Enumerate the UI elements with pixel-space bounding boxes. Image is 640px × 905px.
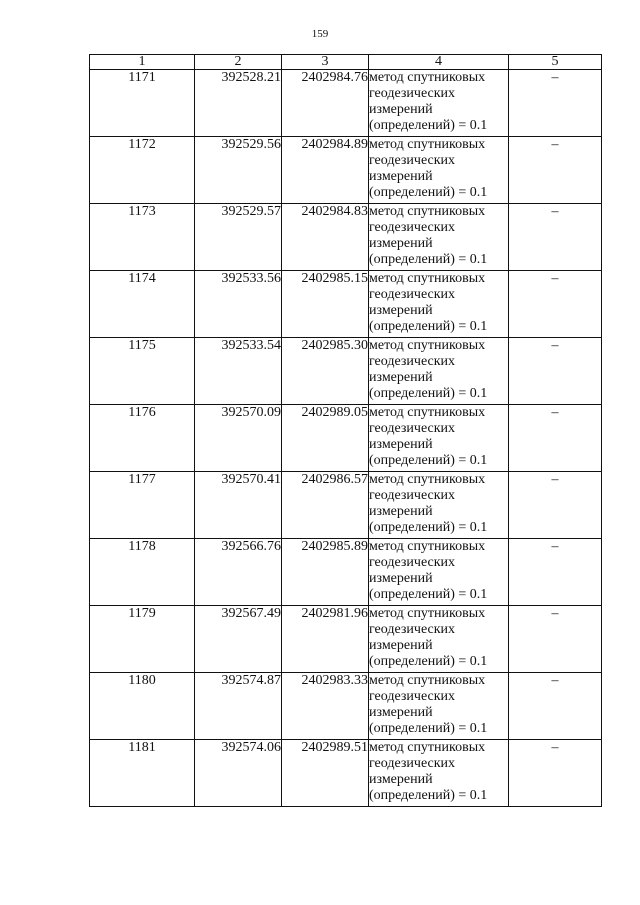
point-number-cell: 1179: [90, 606, 195, 673]
point-number-cell: 1175: [90, 338, 195, 405]
method-cell: метод спутниковых геодезических измерений (определений) = 0.1: [369, 606, 509, 673]
point-number-cell: 1176: [90, 405, 195, 472]
x-coordinate-cell: 392533.56: [195, 271, 282, 338]
note-cell: –: [509, 338, 602, 405]
y-coordinate-cell: 2402985.89: [282, 539, 369, 606]
x-coordinate-cell: 392529.56: [195, 137, 282, 204]
table-row: [90, 137, 602, 204]
column-header: 4: [369, 55, 509, 70]
note-cell: –: [509, 539, 602, 606]
y-coordinate-cell: 2402985.30: [282, 338, 369, 405]
note-cell: –: [509, 472, 602, 539]
method-cell: метод спутниковых геодезических измерений (определений) = 0.1: [369, 137, 509, 204]
table-row: [90, 606, 602, 673]
table-row: [90, 204, 602, 271]
table-row: [90, 70, 602, 137]
table-row: [90, 405, 602, 472]
note-cell: –: [509, 740, 602, 807]
table-row: [90, 673, 602, 740]
y-coordinate-cell: 2402984.76: [282, 70, 369, 137]
table-row: [90, 338, 602, 405]
note-cell: –: [509, 137, 602, 204]
note-cell: –: [509, 606, 602, 673]
point-number-cell: 1177: [90, 472, 195, 539]
note-cell: –: [509, 271, 602, 338]
y-coordinate-cell: 2402983.33: [282, 673, 369, 740]
x-coordinate-cell: 392570.09: [195, 405, 282, 472]
note-cell: –: [509, 70, 602, 137]
x-coordinate-cell: 392528.21: [195, 70, 282, 137]
method-cell: метод спутниковых геодезических измерений (определений) = 0.1: [369, 673, 509, 740]
point-number-cell: 1181: [90, 740, 195, 807]
method-cell: метод спутниковых геодезических измерений (определений) = 0.1: [369, 271, 509, 338]
column-header: 5: [509, 55, 602, 70]
y-coordinate-cell: 2402984.89: [282, 137, 369, 204]
point-number-cell: 1173: [90, 204, 195, 271]
method-cell: метод спутниковых геодезических измерений (определений) = 0.1: [369, 472, 509, 539]
point-number-cell: 1171: [90, 70, 195, 137]
column-header: 2: [195, 55, 282, 70]
y-coordinate-cell: 2402985.15: [282, 271, 369, 338]
note-cell: –: [509, 673, 602, 740]
point-number-cell: 1174: [90, 271, 195, 338]
x-coordinate-cell: 392574.06: [195, 740, 282, 807]
note-cell: –: [509, 405, 602, 472]
coordinates-table: [89, 54, 602, 807]
method-cell: метод спутниковых геодезических измерений (определений) = 0.1: [369, 338, 509, 405]
x-coordinate-cell: 392567.49: [195, 606, 282, 673]
column-header: 1: [90, 55, 195, 70]
column-header: 3: [282, 55, 369, 70]
x-coordinate-cell: 392533.54: [195, 338, 282, 405]
y-coordinate-cell: 2402984.83: [282, 204, 369, 271]
table-row: [90, 740, 602, 807]
x-coordinate-cell: 392574.87: [195, 673, 282, 740]
method-cell: метод спутниковых геодезических измерений (определений) = 0.1: [369, 70, 509, 137]
x-coordinate-cell: 392570.41: [195, 472, 282, 539]
method-cell: метод спутниковых геодезических измерений (определений) = 0.1: [369, 740, 509, 807]
point-number-cell: 1172: [90, 137, 195, 204]
method-cell: метод спутниковых геодезических измерений (определений) = 0.1: [369, 405, 509, 472]
method-cell: метод спутниковых геодезических измерений (определений) = 0.1: [369, 204, 509, 271]
x-coordinate-cell: 392566.76: [195, 539, 282, 606]
x-coordinate-cell: 392529.57: [195, 204, 282, 271]
method-cell: метод спутниковых геодезических измерений (определений) = 0.1: [369, 539, 509, 606]
y-coordinate-cell: 2402989.05: [282, 405, 369, 472]
y-coordinate-cell: 2402981.96: [282, 606, 369, 673]
y-coordinate-cell: 2402986.57: [282, 472, 369, 539]
point-number-cell: 1180: [90, 673, 195, 740]
table-row: [90, 271, 602, 338]
point-number-cell: 1178: [90, 539, 195, 606]
table-row: [90, 539, 602, 606]
y-coordinate-cell: 2402989.51: [282, 740, 369, 807]
table-row: [90, 472, 602, 539]
table-header-row: [90, 55, 602, 70]
note-cell: –: [509, 204, 602, 271]
page-number: 159: [311, 28, 329, 40]
